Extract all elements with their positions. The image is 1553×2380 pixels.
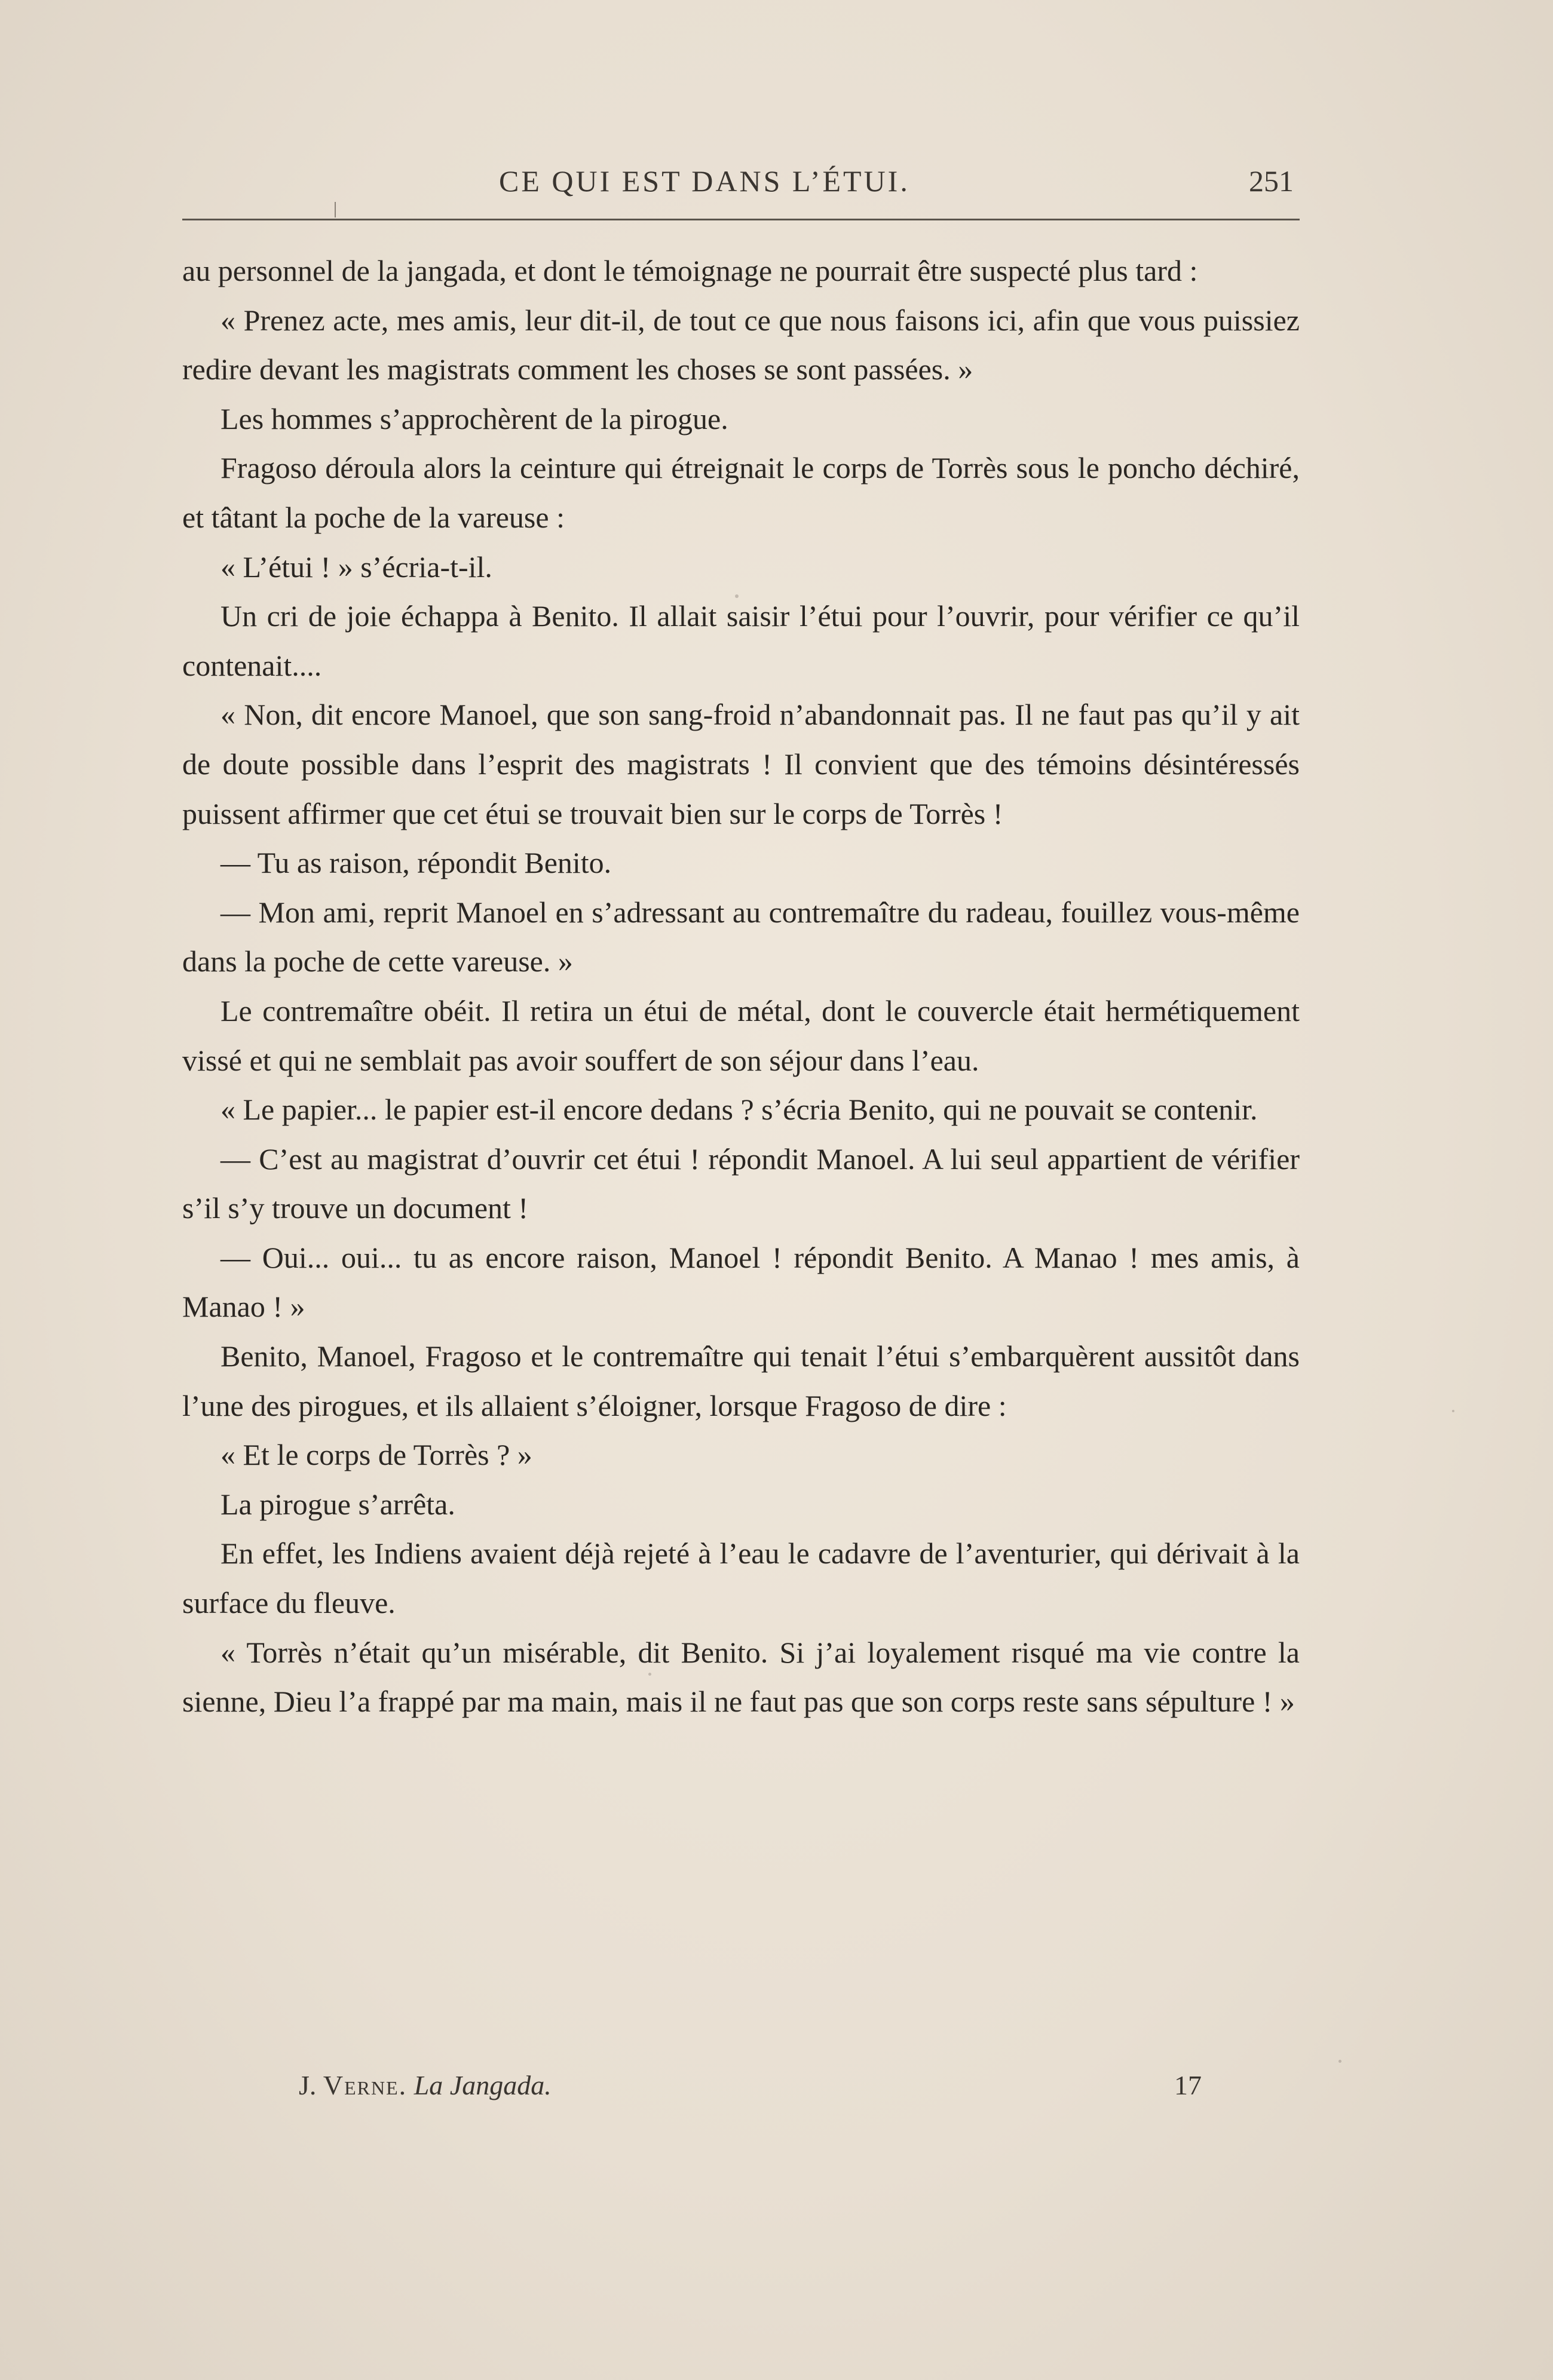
sheet-number: 17 [1174,2070,1202,2100]
paragraph: Le contremaître obéit. Il retira un étui de métal, dont le couvercle était hermétiquement vissé et qui ne semblait pas avoir souffert de son séjour dans l’eau. [182,993,1300,1077]
paragraph: Un cri de joie échappa à Benito. Il allait saisir l’étui pour l’ouvrir, pour vérifier ce qu’il contenait.... [182,599,1300,682]
book-title: La Jangada. [413,2070,552,2100]
author-initial: J. [299,2070,317,2100]
paragraph: — Mon ami, reprit Manoel en s’adressant au contremaître du radeau, fouillez vous-même dans la poche de cette vareuse. » [182,895,1300,979]
paragraph: « Non, dit encore Manoel, que son sang-froid n’abandonnait pas. Il ne faut pas qu’il y ait de doute possible dans l’esprit des magistrats ! Il convient que des témoins désintéressés puissent affirmer que cet étui se trouvait bien sur le corps de Torrès ! [182,698,1300,830]
page-footer [182,2069,1300,2111]
paper-speck [648,1673,651,1676]
printer-signature [299,2069,552,2101]
paragraph: « Torrès n’était qu’un misérable, dit Benito. Si j’ai loyalement risqué ma vie contre la sienne, Dieu l’a frappé par ma main, mais il ne faut pas que son corps reste sans sépulture ! » [182,1635,1300,1719]
paper-speck [1452,1410,1454,1412]
paragraph: La pirogue s’arrêta. [220,1487,455,1521]
paragraph: Fragoso déroula alors la ceinture qui étreignait le corps de Torrès sous le poncho déchiré, et tâtant la poche de la vareuse : [182,451,1300,534]
body-text [182,246,1300,1726]
paragraph: « Le papier... le papier est-il encore dedans ? s’écria Benito, qui ne pouvait se contenir. [220,1093,1258,1127]
running-title: CE QUI EST DANS L’ÉTUI. [499,164,910,198]
author-name: Verne. [323,2070,408,2100]
paragraph: — Tu as raison, répondit Benito. [220,846,612,880]
rule-tick [335,202,336,217]
paragraph: « L’étui ! » s’écria-t-il. [220,550,492,584]
paragraph: En effet, les Indiens avaient déjà rejeté à l’eau le cadavre de l’aventurier, qui dérivait à la surface du fleuve. [182,1536,1300,1620]
paragraph: « Et le corps de Torrès ? » [220,1438,532,1472]
paragraph: — Oui... oui... tu as encore raison, Manoel ! répondit Benito. A Manao ! mes amis, à Manao ! » [182,1240,1300,1324]
page-header [182,157,1306,204]
paragraph: — C’est au magistrat d’ouvrir cet étui ! répondit Manoel. A lui seul appartient de vérifier s’il s’y trouve un document ! [182,1142,1300,1225]
paper-speck [735,594,739,598]
paragraph: « Prenez acte, mes amis, leur dit-il, de tout ce que nous faisons ici, afin que vous puissiez redire devant les magistrats comment les choses se sont passées. » [182,303,1300,387]
paragraph: Les hommes s’approchèrent de la pirogue. [220,401,728,435]
paper-speck [1338,2060,1341,2063]
paragraph: Benito, Manoel, Fragoso et le contremaître qui tenait l’étui s’embarquèrent aussitôt dans l’une des pirogues, et ils allaient s’éloigner, lorsque Fragoso de dire : [182,1339,1300,1422]
paragraph: au personnel de la jangada, et dont le témoignage ne pourrait être suspecté plus tard : [182,254,1198,287]
header-rule [182,219,1300,220]
page-number: 251 [1249,164,1294,198]
